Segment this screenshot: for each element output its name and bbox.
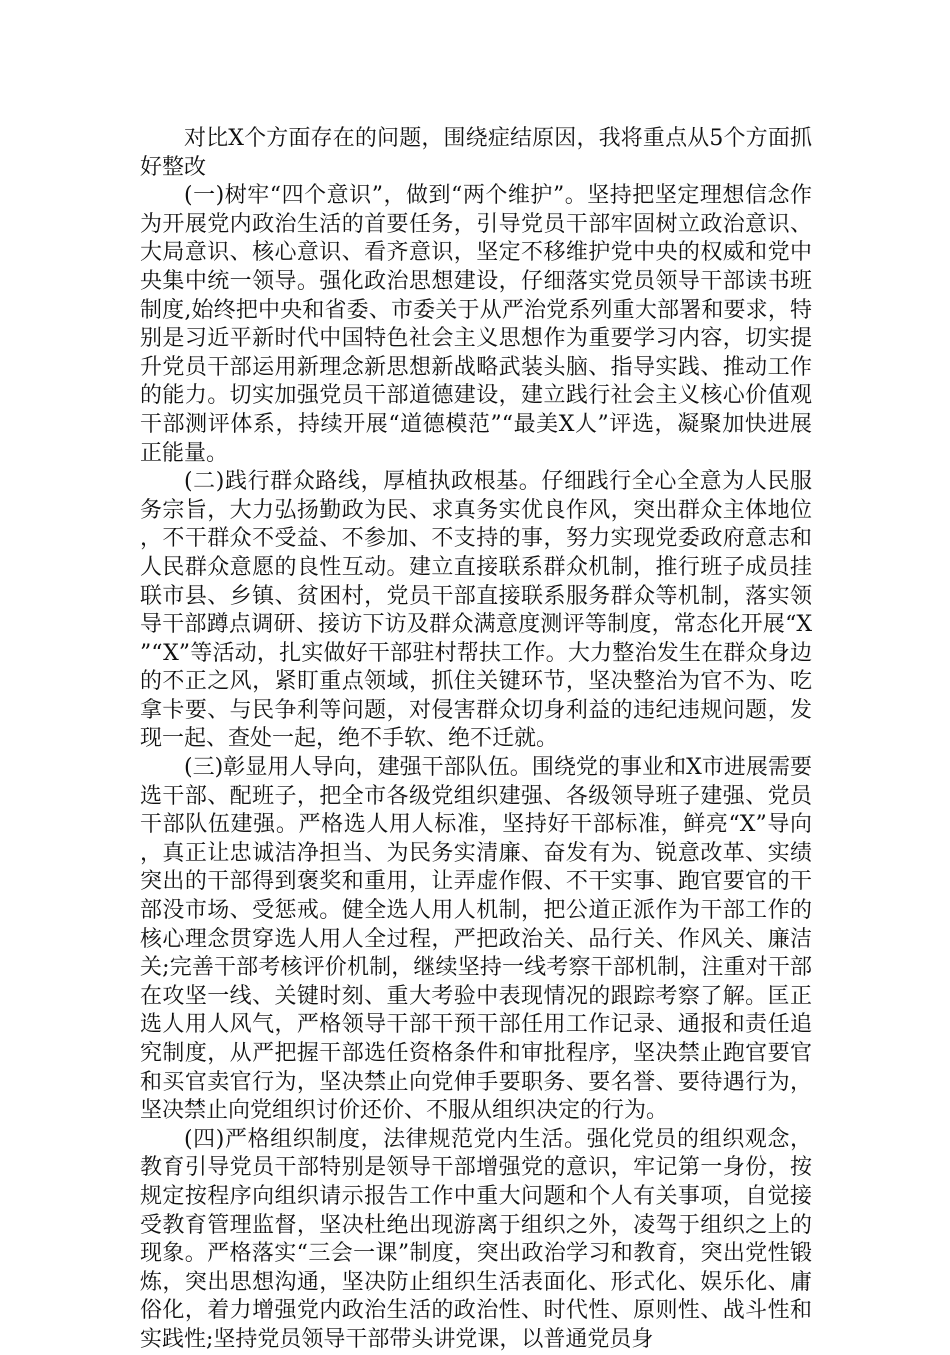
paragraph-intro: 对比X个方面存在的问题，围绕症结原因，我将重点从5个方面抓好整改 (140, 126, 812, 180)
paragraph-section-1: (一)树牢“四个意识”，做到“两个维护”。坚持把坚定理想信念作为开展党内政治生活的首要任务，引导党员干部牢固树立政治意识、大局意识、核心意识、看齐意识，坚定不移维护党中央的权威和党中央集中统一领导。强化政治思想建设，仔细落实党员领导干部读书班制度,始终把中央和省委、市委关于从严治党系列重大部署和要求，特别是习近平新时代中国特色社会主义思想作为重要学习内容，切实提升党员干部运用新理念新思想新战略武装头脑、指导实践、推动工作的能力。切实加强党员干部道德建设，建立践行社会主义核心价值观干部测评体系，持续开展“道德模范”“最美X人”评选，凝聚加快进展正能量。 (140, 183, 812, 466)
paragraph-section-4: (四)严格组织制度，法律规范党内生活。强化党员的组织观念，教育引导党员干部特别是领导干部增强党的意识，牢记第一身份，按规定按程序向组织请示报告工作中重大问题和个人有关事项，自觉接受教育管理监督，坚决杜绝出现游离于组织之外，凌驾于组织之上的现象。严格落实“三会一课”制度，突出政治学习和教育，突出党性锻炼，突出思想沟通，坚决防止组织生活表面化、形式化、娱乐化、庸俗化，着力增强党内政治生活的政治性、时代性、原则性、战斗性和实践性;坚持党员领导干部带头讲党课，以普通党员身 (140, 1126, 812, 1352)
paragraph-section-3: (三)彰显用人导向，建强干部队伍。围绕党的事业和X市进展需要选干部、配班子，把全市各级党组织建强、各级领导班子建强、党员干部队伍建强。严格选人用人标准，坚持好干部标准，鲜亮“X”导向，真正让忠诚洁净担当、为民务实清廉、奋发有为、锐意改革、实绩突出的干部得到褒奖和重用，让弄虚作假、不干实事、跑官要官的干部没市场、受惩戒。健全选人用人机制，把公道正派作为干部工作的核心理念贯穿选人用人全过程，严把政治关、品行关、作风关、廉洁关;完善干部考核评价机制，继续坚持一线考察干部机制，注重对干部在攻坚一线、关键时刻、重大考验中表现情况的跟踪考察了解。匡正选人用人风气，严格领导干部干预干部任用工作记录、通报和责任追究制度，从严把握干部选任资格条件和审批程序，坚决禁止跑官要官和买官卖官行为，坚决禁止向党伸手要职务、要名誉、要待遇行为，坚决禁止向党组织讨价还价、不服从组织决定的行为。 (140, 755, 812, 1124)
document-page (140, 125, 812, 1355)
paragraph-section-2: (二)践行群众路线，厚植执政根基。仔细践行全心全意为人民服务宗旨，大力弘扬勤政为民、求真务实优良作风，突出群众主体地位，不干群众不受益、不参加、不支持的事，努力实现党委政府意志和人民群众意愿的良性互动。建立直接联系群众机制，推行班子成员挂联市县、乡镇、贫困村，党员干部直接联系服务群众等机制，落实领导干部蹲点调研、接访下访及群众满意度测评等制度，常态化开展“X”“X”等活动，扎实做好干部驻村帮扶工作。大力整治发生在群众身边的不正之风，紧盯重点领域，抓住关键环节，坚决整治为官不为、吃拿卡要、与民争利等问题，对侵害群众切身利益的违纪违规问题，发现一起、查处一起，绝不手软、绝不迁就。 (140, 469, 812, 752)
